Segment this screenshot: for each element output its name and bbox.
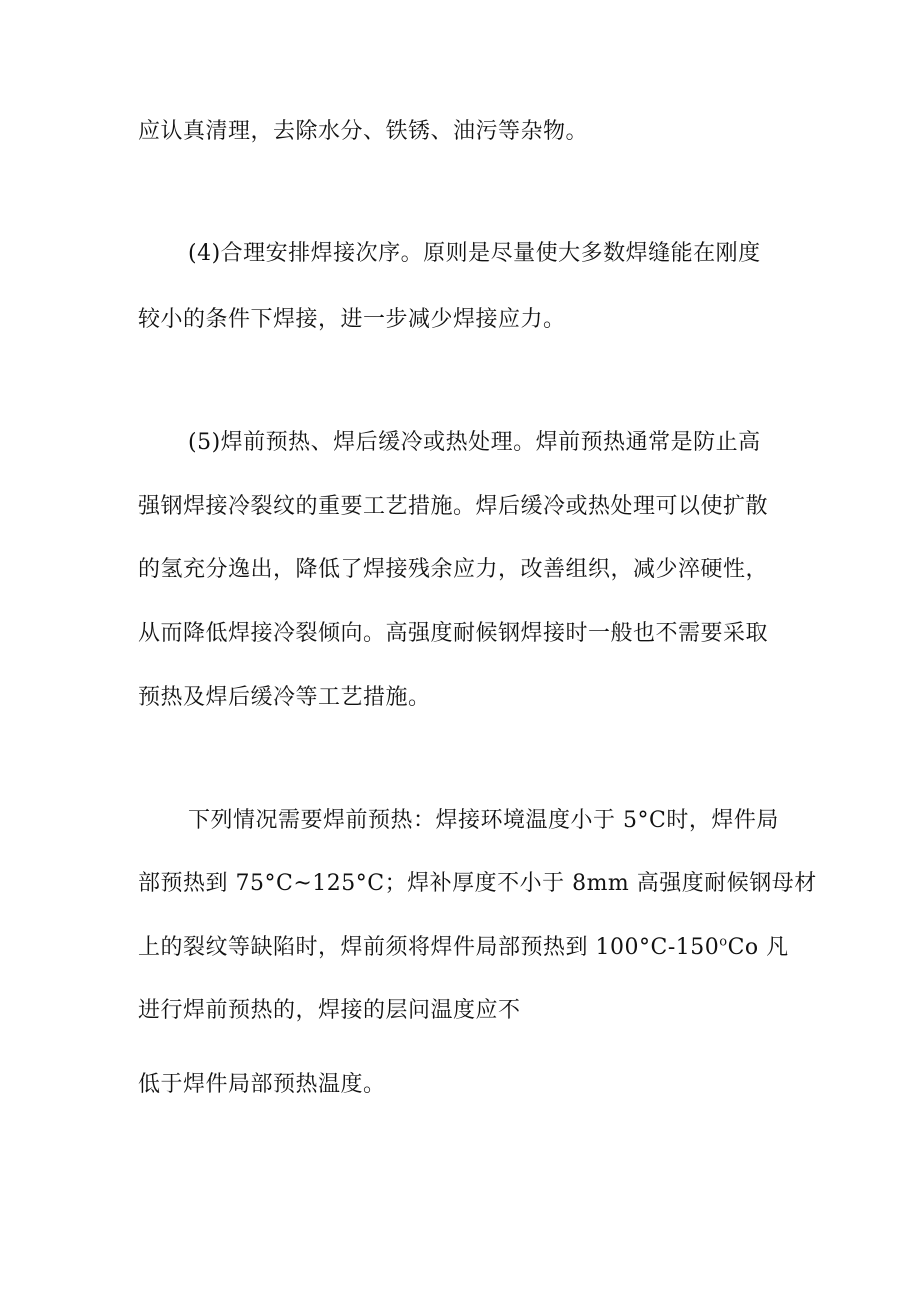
paragraph-3-line-2: 强钢焊接冷裂纹的重要工艺措施。焊后缓冷或热处理可以使扩散 xyxy=(138,494,769,519)
paragraph-3-line-3: 的氢充分逸出，降低了焊接残余应力，改善组织，减少淬硬性， xyxy=(138,557,769,582)
paragraph-3-line-1: (5)焊前预热、焊后缓冷或热处理。焊前预热通常是防止高 xyxy=(188,430,761,455)
paragraph-3-line-4: 从而降低焊接冷裂倾向。高强度耐候钢焊接时一般也不需要采取 xyxy=(138,621,769,646)
paragraph-4-line-2: 部预热到 75°C~125°C；焊补厚度不小于 8mm 高强度耐候钢母材 xyxy=(138,871,817,896)
paragraph-4-line-4: 进行焊前预热的，焊接的层问温度应不 xyxy=(138,998,521,1023)
paragraph-4-line-3-post: Co 凡 xyxy=(727,935,789,960)
degree-superscript: o xyxy=(719,934,728,950)
paragraph-2-line-1: (4)合理安排焊接次序。原则是尽量使大多数焊缝能在刚度 xyxy=(188,241,761,266)
paragraph-4-line-1: 下列情况需要焊前预热：焊接环境温度小于 5°C时，焊件局 xyxy=(188,808,779,833)
paragraph-3-line-5: 预热及焊后缓冷等工艺措施。 xyxy=(138,685,431,710)
paragraph-4-line-5: 低于焊件局部预热温度。 xyxy=(138,1072,386,1097)
paragraph-4-line-3-pre: 上的裂纹等缺陷时，焊前须将焊件局部预热到 100°C-150 xyxy=(138,935,720,960)
paragraph-1-line-1: 应认真清理，去除水分、铁锈、油污等杂物。 xyxy=(138,119,589,144)
paragraph-4-line-3 xyxy=(138,933,789,963)
paragraph-2-line-2: 较小的条件下焊接，进一步减少焊接应力。 xyxy=(138,307,566,332)
